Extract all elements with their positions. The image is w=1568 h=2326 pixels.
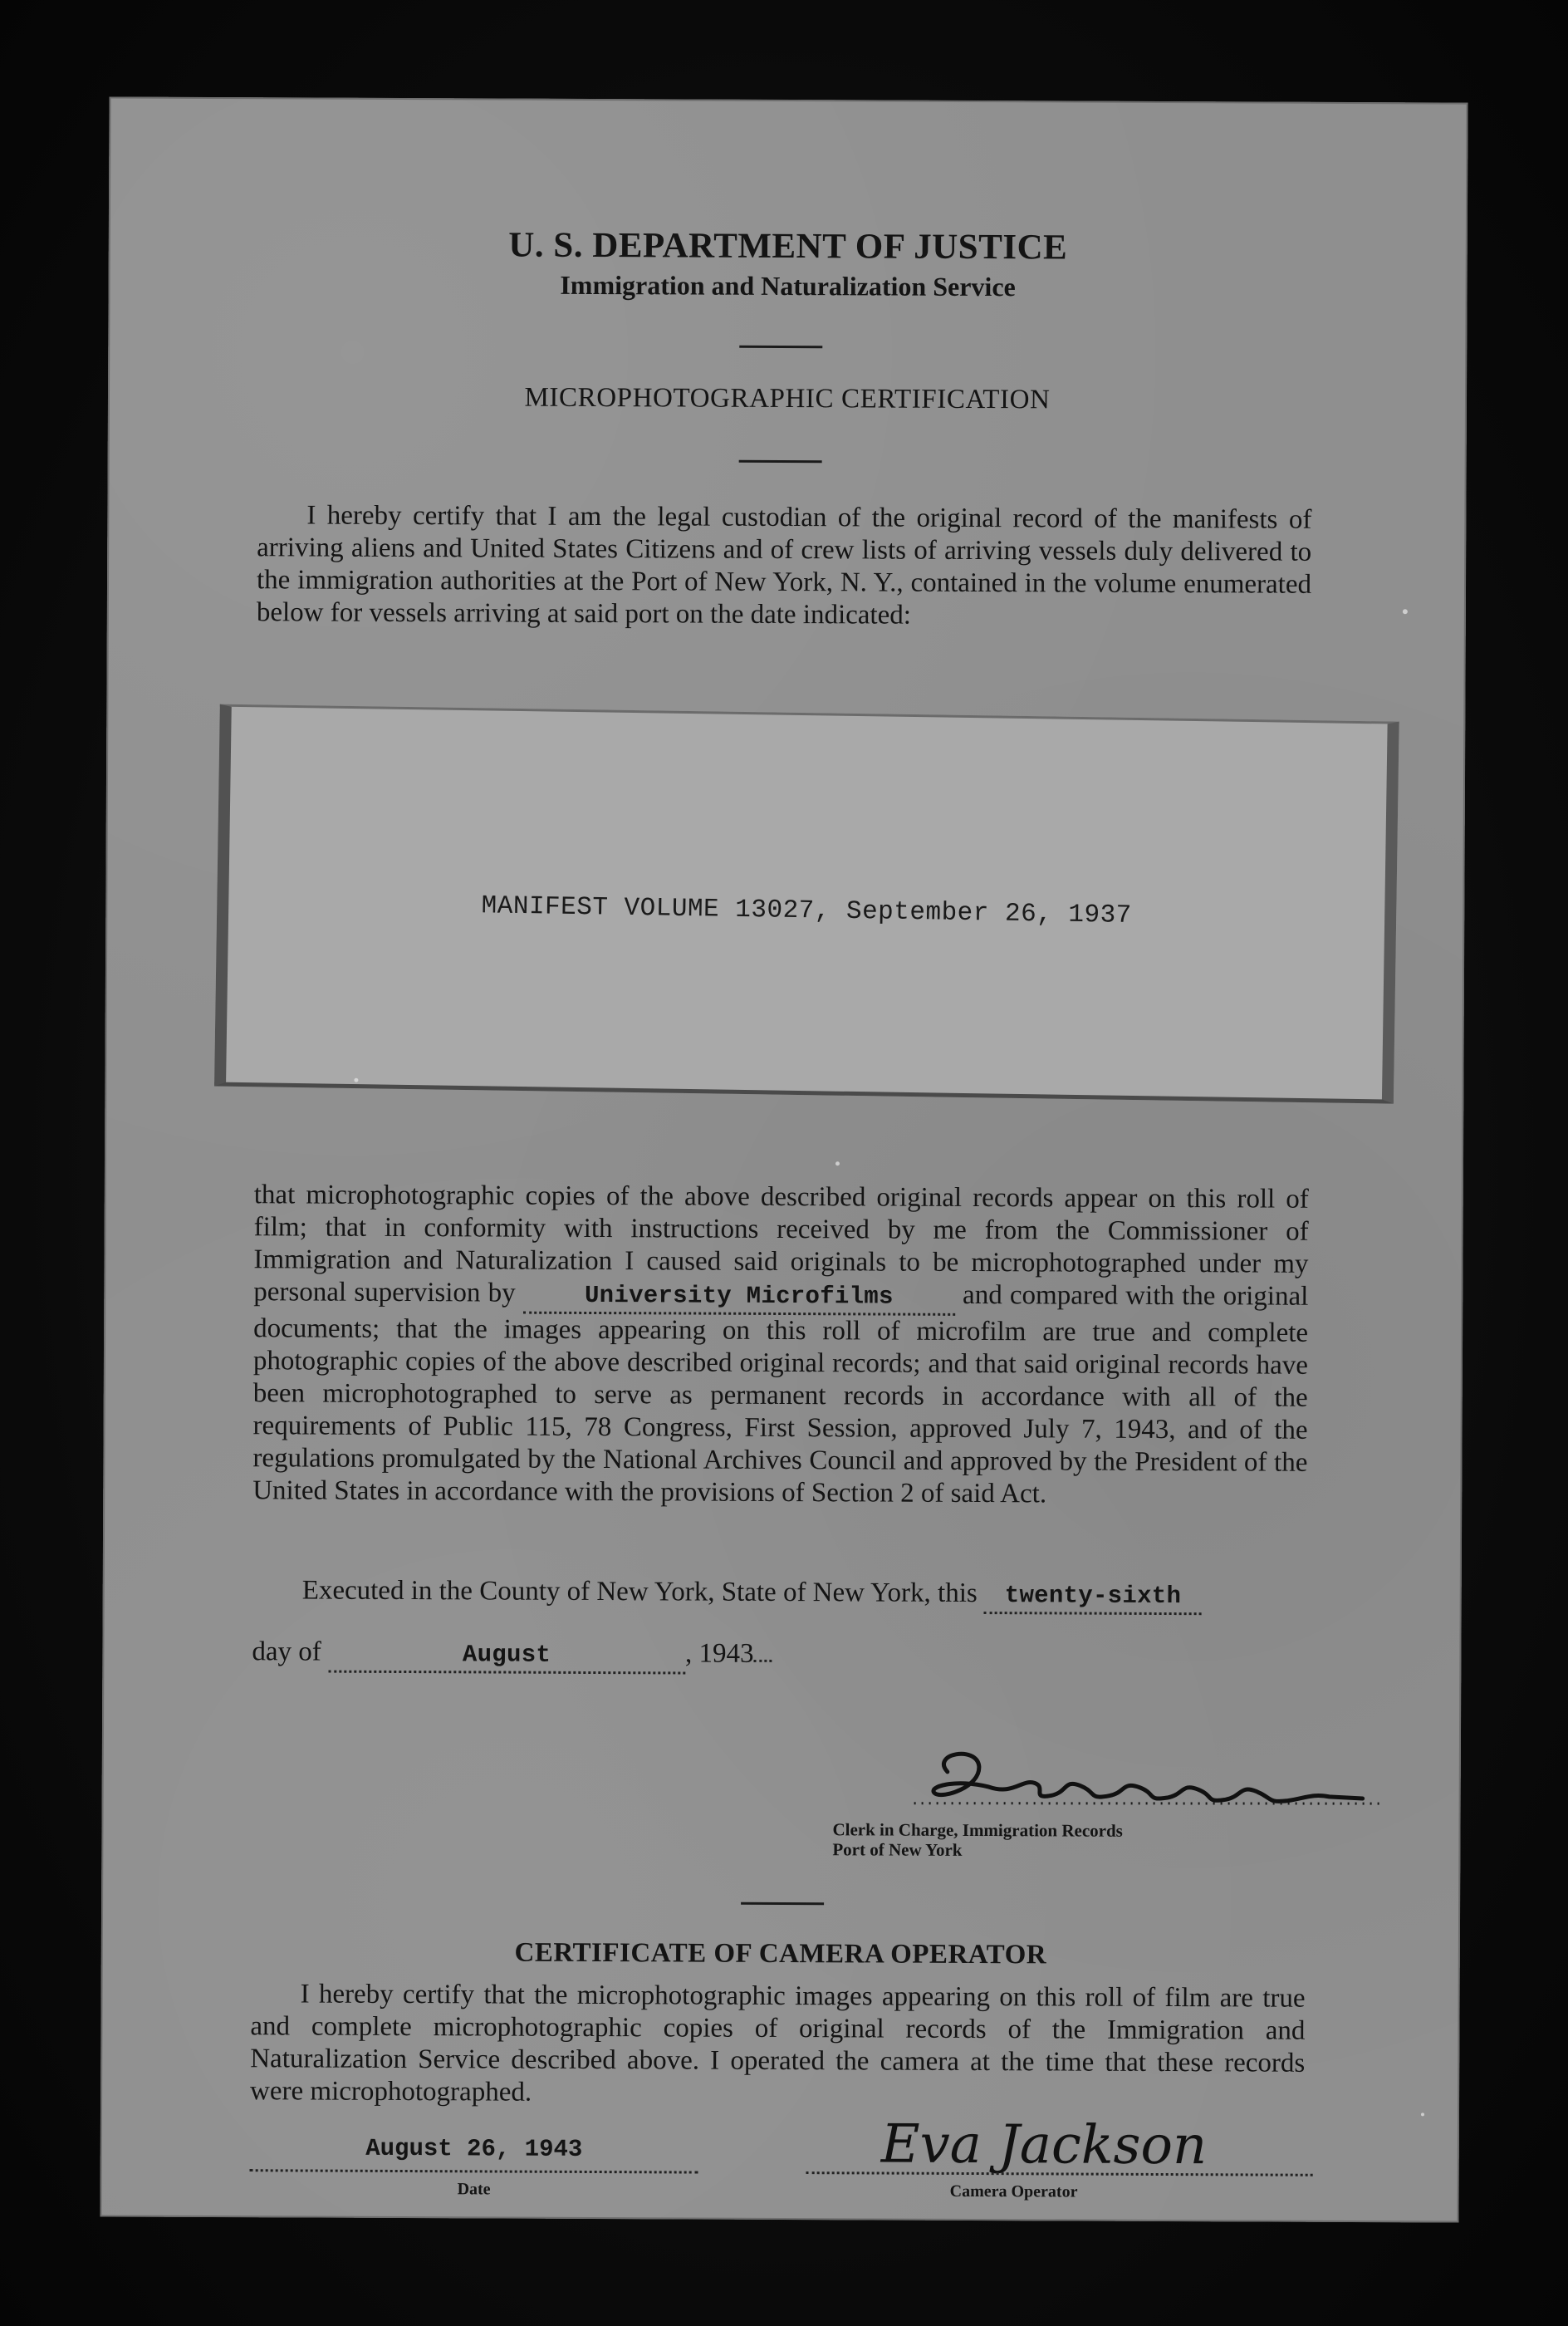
certification-title: MICROPHOTOGRAPHIC CERTIFICATION	[524, 382, 1051, 415]
film-speck	[1403, 609, 1408, 614]
divider	[741, 1902, 824, 1905]
execution-month-line	[252, 1636, 916, 1675]
photographer-field: University Microfilms	[523, 1279, 955, 1316]
manifest-volume-text: MANIFEST VOLUME 13027, September 26, 1937	[481, 891, 1133, 930]
execution-month-field: August	[328, 1638, 685, 1675]
service-subheading: Immigration and Naturalization Service	[560, 269, 1016, 302]
clerk-title	[832, 1819, 1330, 1862]
day-of-label: day of	[252, 1637, 321, 1667]
year-dots	[754, 1660, 772, 1662]
divider	[739, 346, 822, 348]
operator-date-value: August 26, 1943	[365, 2134, 583, 2163]
camera-operator-paragraph: I hereby certify that the microphotographic images appearing on this roll of film are true and complete microphotographic copies of original records of the Immigration and Naturalization Service described above. I operated the camera at the time that these records were microphotographed.	[250, 1979, 1306, 2108]
camera-operator-heading: CERTIFICATE OF CAMERA OPERATOR	[514, 1937, 1047, 1970]
camera-operator-label: Camera Operator	[949, 2181, 1078, 2201]
clerk-title-line2: Port of New York	[832, 1839, 963, 1860]
divider	[739, 460, 822, 463]
statement-text-before: that microphotographic copies of the above described original records appear on this roll of film; that in conformity with instructions received by me from the Commissioner of Immigration and Naturalization I caused said originals to be microphotographed under my personal supervision by	[253, 1180, 1309, 1308]
agency-heading: U. S. DEPARTMENT OF JUSTICE	[508, 225, 1068, 267]
date-dotted-line	[250, 2169, 698, 2173]
film-speck	[1421, 2113, 1424, 2116]
film-speck	[354, 1078, 358, 1082]
execution-year: , 1943	[684, 1638, 754, 1669]
film-speck	[835, 1161, 840, 1165]
microfilm-statement-paragraph	[252, 1179, 1309, 1512]
operator-signature-text: Eva Jackson	[880, 2113, 1208, 2177]
statement-text-after: and compared with the original documents; that the images appearing on this roll of microfilm are true and complete photographic copies of the above described original records; and that said original records have been microphotographed to serve as permanent records in accordance with all of the requirements of Public 115, 78 Congress, First Session, approved July 7, 1943, and of the regulations promulgated by the National Archives Council and approved by the President of the United States in accordance with the provisions of Section 2 of said Act.	[252, 1279, 1309, 1509]
manifest-volume-slip	[214, 704, 1399, 1104]
execution-day-field: twenty-sixth	[984, 1579, 1202, 1615]
execution-line	[302, 1574, 1307, 1615]
execution-prefix: Executed in the County of New York, State of New York, this	[301, 1575, 978, 1609]
custodian-paragraph: I hereby certify that I am the legal custodian of the original record of the manifests of arriving aliens and United States Citizens and of crew lists of arriving vessels duly delivered to the immigration authorities at the Port of New York, N. Y., contained in the volume enumerated below for vessels arriving at said port on the date indicated:	[256, 500, 1312, 631]
date-label: Date	[457, 2180, 491, 2199]
certificate-sheet	[100, 96, 1468, 2222]
clerk-title-line1: Clerk in Charge, Immigration Records	[832, 1819, 1123, 1841]
